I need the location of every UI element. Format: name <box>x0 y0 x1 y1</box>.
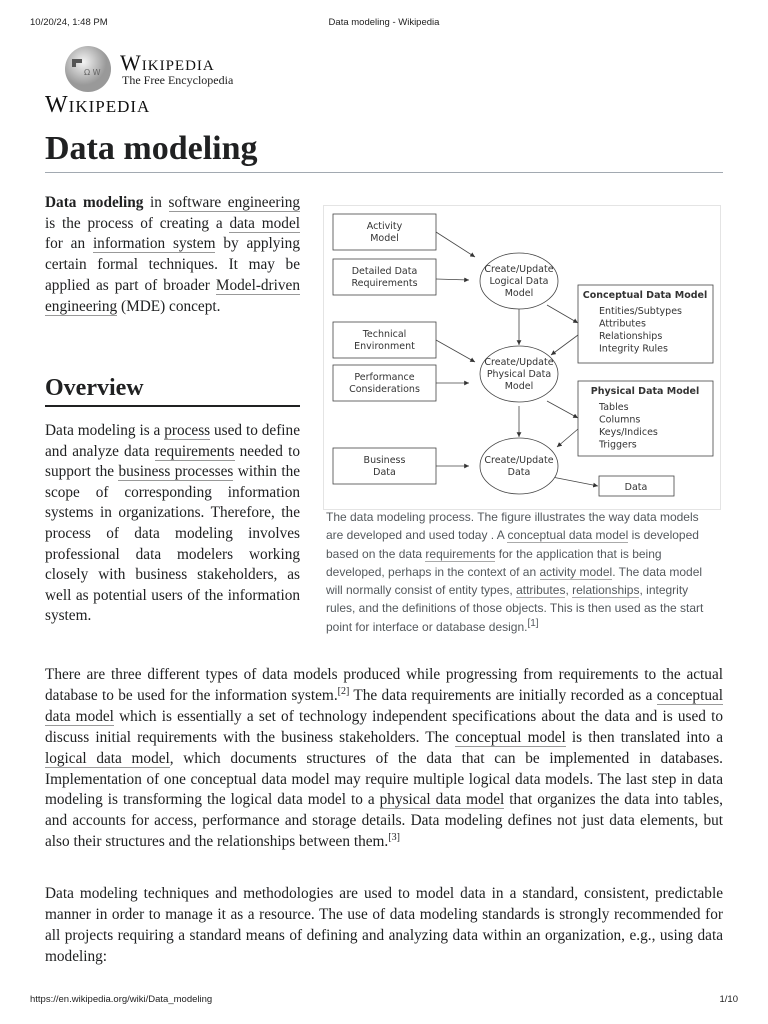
wiki-link[interactable]: requirements <box>425 546 496 561</box>
output-label: Data <box>624 482 648 493</box>
overview-heading: Overview <box>45 375 300 407</box>
wiki-link[interactable]: process <box>164 422 211 439</box>
input-box <box>333 448 436 484</box>
input-box <box>333 214 436 250</box>
text-run: Data modeling techniques and methodologies are used to model data in a standard, consistent, predictable manner in order to manage it as a resource. The use of data modeling standards is strongly recommended for all projects requiring a standard means of defining and analyzing data within an organization, e.g., using data modeling: <box>45 885 723 965</box>
text-run: which is essentially a set of technology independent specifications about the data and is used to discuss initial requirements with the business stakeholders. The <box>45 707 723 746</box>
text-run: The data modeling process. The figure illustrates the way data models are developed and used today . A <box>326 510 699 543</box>
text-run: within the scope of corresponding information systems in organizations. Therefore, the process of data modeling involves professional data modelers working closely with business stakeholders, as well as potential users of the information system. <box>45 463 301 625</box>
diagram-label: Logical Data <box>489 276 549 287</box>
wiki-link[interactable]: physical data model <box>379 791 505 809</box>
physical-model-title: Physical Data Model <box>590 386 700 397</box>
page-title: Data modeling <box>45 130 723 173</box>
body-paragraph <box>45 884 723 968</box>
diagram-label: Create/Update <box>484 357 554 368</box>
text-run: is developed based on the data <box>326 528 699 561</box>
process-ellipse <box>480 438 558 494</box>
diagram-label: Physical Data <box>486 369 552 380</box>
model-item: Triggers <box>599 439 637 451</box>
diagram-label: Model <box>504 381 534 392</box>
text-run: that organizes the data into tables, and accounts for access, performance and storage details. Data modeling defines not just data elements, but also their structures and the relationships between them. <box>45 791 723 851</box>
text-run: (MDE) concept. <box>117 297 221 315</box>
model-item: Columns <box>599 414 641 426</box>
lead-paragraph <box>45 193 300 317</box>
model-item: Relationships <box>599 331 663 342</box>
conceptual-model-title: Conceptual Data Model <box>582 290 708 301</box>
citation-link[interactable]: [1] <box>527 617 539 629</box>
model-item: Tables <box>599 402 629 413</box>
wiki-link[interactable]: information system <box>92 235 216 253</box>
wiki-link[interactable]: conceptual data model <box>45 686 724 725</box>
diagram-svg <box>324 206 722 511</box>
text-run: is the process of creating a <box>45 214 230 232</box>
wikipedia-wordmark-secondary: Wikipedia <box>45 92 151 118</box>
diagram-label: Considerations <box>349 384 420 395</box>
wikipedia-wordmark: Wikipedia <box>120 50 215 75</box>
text-run: Data modeling is a <box>45 422 165 439</box>
text-run: by applying certain formal techniques. It may be applied as part of broader <box>45 235 300 294</box>
diagram-label: Technical <box>362 329 407 340</box>
model-item: Keys/Indices <box>599 427 658 438</box>
text-run: for an <box>45 235 93 253</box>
wiki-link[interactable]: Model-driven engineering <box>45 276 300 315</box>
diagram-label: Business <box>363 455 406 466</box>
text-run: Data modeling <box>45 194 144 211</box>
diagram-label: Activity <box>366 221 403 232</box>
figure-caption <box>326 508 718 636</box>
text-run: , <box>565 583 573 598</box>
diagram-label: Data <box>373 467 396 478</box>
wiki-link[interactable]: logical data model <box>45 749 170 767</box>
print-title: Data modeling - Wikipedia <box>328 17 440 28</box>
diagram-label: Detailed Data <box>351 266 418 277</box>
data-modeling-diagram[interactable] <box>323 205 721 510</box>
wiki-link[interactable]: requirements <box>154 442 235 460</box>
model-item: Attributes <box>599 318 646 330</box>
input-box <box>333 259 436 295</box>
print-page-number: 1/10 <box>719 994 738 1005</box>
diagram-label: Environment <box>354 341 415 352</box>
text-run: for the application that is being developed, perhaps in the context of an <box>326 546 662 579</box>
text-run: , which documents structures of the data that can be implemented in databases. Implementation of one conceptual data model may require multiple logical data models. The last step in data modeling is transforming the logical data model to a <box>45 749 723 809</box>
wiki-link[interactable]: business processes <box>118 463 234 481</box>
wikipedia-globe-icon[interactable] <box>62 45 114 93</box>
diagram-label: Data <box>507 467 531 478</box>
print-date: 10/20/24, 1:48 PM <box>30 17 108 28</box>
svg-text:Ω W: Ω W <box>84 68 101 77</box>
text-run: . The data model will normally consist of entity types, <box>326 564 703 598</box>
text-run: used to define and analyze data <box>45 422 300 460</box>
diagram-label: Performance <box>354 372 415 383</box>
diagram-label: Create/Update <box>484 455 554 466</box>
diagram-label: Requirements <box>351 278 418 289</box>
model-item: Integrity Rules <box>599 343 668 355</box>
model-item: Entities/Subtypes <box>599 306 682 317</box>
citation-link[interactable]: [2] <box>337 685 350 697</box>
text-run: The data requirements are initially recorded as a <box>349 686 657 704</box>
citation-link[interactable]: [3] <box>388 832 400 844</box>
wiki-link[interactable]: attributes <box>516 583 566 598</box>
print-url: https://en.wikipedia.org/wiki/Data_modeling <box>30 994 213 1005</box>
text-run: , integrity rules, and the definitions of those objects. This is then used as the start point for interface or database design. <box>326 583 704 634</box>
wiki-link[interactable]: data model <box>229 214 300 232</box>
wiki-link[interactable]: software engineering <box>168 194 301 211</box>
input-box <box>333 322 436 358</box>
input-box <box>333 365 436 401</box>
wikipedia-tagline: The Free Encyclopedia <box>122 73 234 87</box>
diagram-label: Model <box>370 233 399 244</box>
text-run: in <box>143 194 169 211</box>
diagram-label: Create/Update <box>484 264 554 275</box>
diagram-label: Model <box>504 288 534 299</box>
text-run: needed to support the <box>45 442 300 481</box>
wiki-link[interactable]: activity model <box>539 564 613 579</box>
wiki-link[interactable]: conceptual model <box>455 728 566 746</box>
overview-paragraph <box>45 421 300 627</box>
body-paragraph <box>45 665 723 853</box>
wiki-link[interactable]: relationships <box>572 583 640 598</box>
text-run: There are three different types of data models produced while progressing from requirements to the actual database to be used for the information system. <box>45 666 723 704</box>
wiki-link[interactable]: conceptual data model <box>507 528 629 543</box>
text-run: is then translated into a <box>565 728 723 746</box>
